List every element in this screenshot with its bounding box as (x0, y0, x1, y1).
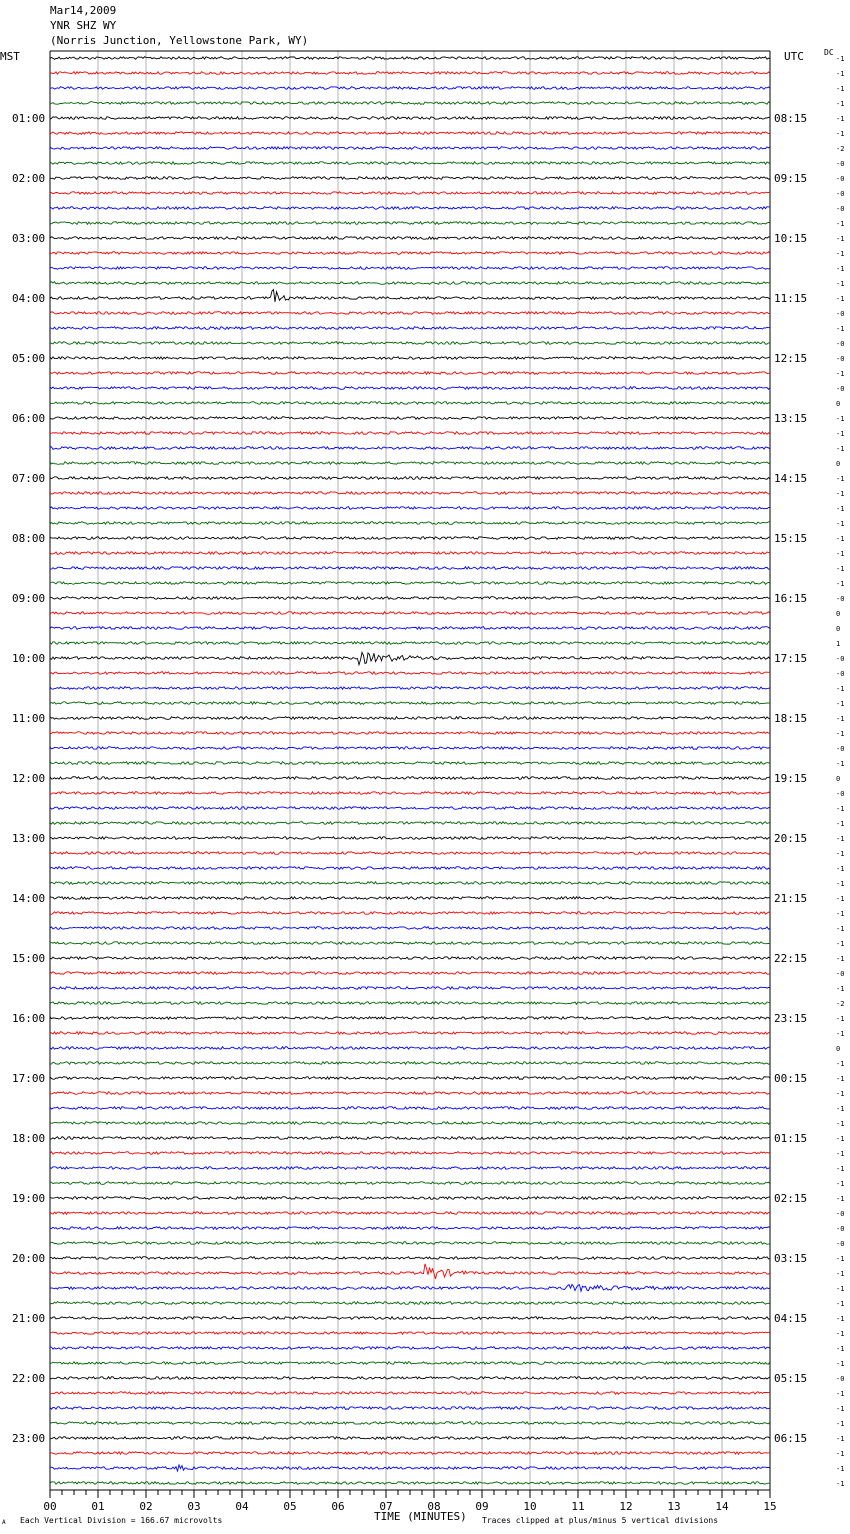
dc-offset-44: -1 (836, 715, 845, 723)
dc-offset-89: -1 (836, 1390, 845, 1398)
trace-88 (50, 1377, 770, 1380)
dc-offset-7: -0 (836, 160, 845, 168)
trace-34 (50, 567, 770, 570)
hour-label-left-16: 17:00 (12, 1072, 46, 1085)
dc-offset-13: -1 (836, 250, 845, 258)
trace-89 (50, 1392, 770, 1395)
dc-offset-23: 0 (836, 400, 841, 408)
trace-79 (50, 1242, 770, 1245)
hour-label-right-10: 18:15 (774, 712, 808, 725)
hour-label-right-6: 14:15 (774, 472, 808, 485)
dc-offset-9: -0 (836, 190, 845, 198)
dc-offset-10: -0 (836, 205, 845, 213)
x-tick-label-8: 08 (427, 1500, 441, 1513)
dc-offset-95: -1 (836, 1480, 845, 1488)
hour-label-right-13: 21:15 (774, 892, 808, 905)
dc-offset-79: -0 (836, 1240, 845, 1248)
hour-label-left-8: 09:00 (12, 592, 46, 605)
trace-2 (50, 87, 770, 90)
trace-86 (50, 1347, 770, 1350)
trace-94 (50, 1465, 770, 1471)
trace-16 (50, 290, 770, 302)
trace-51 (50, 822, 770, 825)
hour-label-left-7: 08:00 (12, 532, 46, 545)
trace-40 (50, 652, 770, 664)
x-tick-label-2: 02 (139, 1500, 153, 1513)
left-timezone-label: MST (0, 50, 20, 63)
trace-24 (50, 417, 770, 420)
trace-33 (50, 552, 770, 555)
dc-offset-0: -1 (836, 55, 845, 63)
trace-38 (50, 627, 770, 630)
trace-47 (50, 762, 770, 765)
trace-29 (50, 492, 770, 495)
trace-73 (50, 1152, 770, 1155)
hour-label-right-4: 12:15 (774, 352, 808, 365)
hour-label-right-5: 13:15 (774, 412, 808, 425)
x-tick-label-10: 10 (523, 1500, 537, 1513)
trace-4 (50, 117, 770, 120)
hour-label-left-9: 10:00 (12, 652, 46, 665)
dc-offset-31: -1 (836, 520, 845, 528)
hour-label-right-0: 08:15 (774, 112, 808, 125)
hour-label-left-21: 22:00 (12, 1372, 46, 1385)
dc-offset-72: -1 (836, 1135, 845, 1143)
trace-93 (50, 1452, 770, 1455)
trace-14 (50, 267, 770, 270)
dc-offset-78: -0 (836, 1225, 845, 1233)
dc-offset-81: -1 (836, 1270, 845, 1278)
dc-offset-82: -1 (836, 1285, 845, 1293)
x-tick-label-3: 03 (187, 1500, 201, 1513)
trace-39 (50, 642, 770, 645)
hour-label-left-12: 13:00 (12, 832, 46, 845)
dc-offset-16: -1 (836, 295, 845, 303)
trace-53 (50, 852, 770, 855)
trace-43 (50, 702, 770, 705)
trace-44 (50, 717, 770, 720)
x-tick-label-7: 07 (379, 1500, 393, 1513)
header-station: YNR SHZ WY (50, 19, 117, 32)
trace-55 (50, 882, 770, 885)
trace-15 (50, 282, 770, 285)
dc-offset-59: -1 (836, 940, 845, 948)
trace-9 (50, 192, 770, 195)
trace-23 (50, 402, 770, 405)
hour-label-left-11: 12:00 (12, 772, 46, 785)
dc-offset-36: -0 (836, 595, 845, 603)
trace-84 (50, 1317, 770, 1320)
dc-offset-68: -1 (836, 1075, 845, 1083)
dc-offset-56: -1 (836, 895, 845, 903)
dc-offset-74: -1 (836, 1165, 845, 1173)
dc-offset-14: -1 (836, 265, 845, 273)
trace-78 (50, 1227, 770, 1230)
dc-offset-22: -0 (836, 385, 845, 393)
dc-offset-12: -1 (836, 235, 845, 243)
scale-note: Each Vertical Division = 166.67 microvolts (20, 1516, 223, 1525)
hour-label-right-16: 00:15 (774, 1072, 808, 1085)
dc-offset-46: -0 (836, 745, 845, 753)
trace-5 (50, 132, 770, 135)
hour-label-right-21: 05:15 (774, 1372, 808, 1385)
trace-67 (50, 1062, 770, 1065)
dc-offset-66: 0 (836, 1045, 841, 1053)
header-date: Mar14,2009 (50, 4, 117, 17)
trace-35 (50, 582, 770, 585)
x-tick-label-5: 05 (283, 1500, 297, 1513)
trace-48 (50, 777, 770, 780)
trace-30 (50, 507, 770, 510)
hour-label-left-18: 19:00 (12, 1192, 46, 1205)
trace-1 (50, 72, 770, 75)
trace-25 (50, 432, 770, 435)
dc-offset-38: 0 (836, 625, 841, 633)
hour-label-right-18: 02:15 (774, 1192, 808, 1205)
trace-13 (50, 252, 770, 255)
hour-label-left-3: 04:00 (12, 292, 46, 305)
dc-offset-52: -1 (836, 835, 845, 843)
dc-offset-51: -1 (836, 820, 845, 828)
hour-label-left-4: 05:00 (12, 352, 46, 365)
trace-18 (50, 327, 770, 330)
dc-offset-24: -1 (836, 415, 845, 423)
trace-22 (50, 387, 770, 390)
dc-offset-47: -1 (836, 760, 845, 768)
trace-76 (50, 1197, 770, 1200)
dc-offset-55: -1 (836, 880, 845, 888)
x-tick-label-13: 13 (667, 1500, 681, 1513)
dc-offset-45: -1 (836, 730, 845, 738)
hour-label-left-5: 06:00 (12, 412, 46, 425)
hour-label-left-0: 01:00 (12, 112, 46, 125)
hour-label-left-17: 18:00 (12, 1132, 46, 1145)
trace-70 (50, 1107, 770, 1110)
dc-offset-6: -2 (836, 145, 845, 153)
hour-label-right-11: 19:15 (774, 772, 808, 785)
trace-91 (50, 1422, 770, 1425)
hour-label-right-15: 23:15 (774, 1012, 808, 1025)
trace-56 (50, 897, 770, 900)
trace-7 (50, 162, 770, 165)
trace-54 (50, 867, 770, 870)
x-tick-label-1: 01 (91, 1500, 105, 1513)
dc-offset-77: -0 (836, 1210, 845, 1218)
dc-offset-65: -1 (836, 1030, 845, 1038)
hour-label-right-12: 20:15 (774, 832, 808, 845)
dc-offset-64: -1 (836, 1015, 845, 1023)
trace-92 (50, 1437, 770, 1440)
trace-45 (50, 732, 770, 735)
dc-offset-71: -1 (836, 1120, 845, 1128)
dc-offset-90: -1 (836, 1405, 845, 1413)
dc-offset-67: -1 (836, 1060, 845, 1068)
dc-offset-75: -1 (836, 1180, 845, 1188)
trace-82 (50, 1284, 770, 1291)
trace-63 (50, 1002, 770, 1005)
dc-offset-32: -1 (836, 535, 845, 543)
dc-offset-86: -1 (836, 1345, 845, 1353)
trace-59 (50, 942, 770, 945)
dc-offset-60: -1 (836, 955, 845, 963)
dc-offset-4: -1 (836, 115, 845, 123)
trace-46 (50, 747, 770, 750)
hour-label-right-2: 10:15 (774, 232, 808, 245)
dc-offset-29: -1 (836, 490, 845, 498)
hour-label-right-20: 04:15 (774, 1312, 808, 1325)
x-tick-label-14: 14 (715, 1500, 729, 1513)
dc-offset-87: -1 (836, 1360, 845, 1368)
hour-label-left-13: 14:00 (12, 892, 46, 905)
hour-label-right-3: 11:15 (774, 292, 808, 305)
trace-32 (50, 537, 770, 540)
trace-41 (50, 672, 770, 675)
dc-offset-27: 0 (836, 460, 841, 468)
dc-offset-50: -1 (836, 805, 845, 813)
trace-77 (50, 1212, 770, 1215)
dc-offset-94: -1 (836, 1465, 845, 1473)
trace-21 (50, 372, 770, 375)
hour-label-left-15: 16:00 (12, 1012, 46, 1025)
dc-offset-33: -1 (836, 550, 845, 558)
trace-72 (50, 1137, 770, 1140)
dc-offset-35: -1 (836, 580, 845, 588)
header-location: (Norris Junction, Yellowstone Park, WY) (50, 34, 309, 47)
trace-49 (50, 792, 770, 795)
dc-offset-17: -0 (836, 310, 845, 318)
dc-offset-34: -1 (836, 565, 845, 573)
corner-mark: A (2, 1519, 6, 1526)
trace-37 (50, 612, 770, 615)
hour-label-right-8: 16:15 (774, 592, 808, 605)
trace-64 (50, 1017, 770, 1020)
dc-offset-93: -1 (836, 1450, 845, 1458)
trace-85 (50, 1332, 770, 1335)
dc-offset-43: -1 (836, 700, 845, 708)
hour-label-left-2: 03:00 (12, 232, 46, 245)
hour-label-right-7: 15:15 (774, 532, 808, 545)
trace-69 (50, 1092, 770, 1095)
trace-3 (50, 102, 770, 105)
trace-0 (50, 57, 770, 60)
hour-label-left-20: 21:00 (12, 1312, 46, 1325)
dc-offset-41: -0 (836, 670, 845, 678)
dc-offset-21: -1 (836, 370, 845, 378)
x-axis-title: TIME (MINUTES) (374, 1510, 467, 1523)
dc-offset-70: -1 (836, 1105, 845, 1113)
hour-label-right-17: 01:15 (774, 1132, 808, 1145)
trace-58 (50, 927, 770, 930)
trace-60 (50, 957, 770, 960)
dc-offset-8: -0 (836, 175, 845, 183)
dc-offset-49: -0 (836, 790, 845, 798)
dc-offset-76: -1 (836, 1195, 845, 1203)
dc-offset-18: -1 (836, 325, 845, 333)
dc-offset-48: 0 (836, 775, 841, 783)
dc-label: DC (824, 48, 834, 57)
hour-label-right-9: 17:15 (774, 652, 808, 665)
dc-offset-37: 0 (836, 610, 841, 618)
x-tick-label-6: 06 (331, 1500, 345, 1513)
trace-17 (50, 312, 770, 315)
trace-80 (50, 1257, 770, 1260)
hour-label-right-22: 06:15 (774, 1432, 808, 1445)
hour-label-left-6: 07:00 (12, 472, 46, 485)
dc-offset-3: -1 (836, 100, 845, 108)
right-timezone-label: UTC (784, 50, 804, 63)
trace-81 (50, 1264, 770, 1279)
dc-offset-19: -0 (836, 340, 845, 348)
dc-offset-40: -0 (836, 655, 845, 663)
hour-label-right-19: 03:15 (774, 1252, 808, 1265)
dc-offset-84: -1 (836, 1315, 845, 1323)
trace-83 (50, 1302, 770, 1305)
dc-offset-5: -1 (836, 130, 845, 138)
dc-offset-80: -1 (836, 1255, 845, 1263)
trace-42 (50, 687, 770, 690)
dc-offset-88: -0 (836, 1375, 845, 1383)
trace-6 (50, 147, 770, 150)
dc-offset-91: -1 (836, 1420, 845, 1428)
trace-26 (50, 447, 770, 450)
trace-8 (50, 177, 770, 180)
dc-offset-92: -1 (836, 1435, 845, 1443)
dc-offset-85: -1 (836, 1330, 845, 1338)
trace-68 (50, 1077, 770, 1080)
hour-label-right-1: 09:15 (774, 172, 808, 185)
trace-95 (50, 1482, 770, 1485)
x-tick-label-0: 00 (43, 1500, 57, 1513)
trace-75 (50, 1182, 770, 1185)
dc-offset-57: -1 (836, 910, 845, 918)
dc-offset-53: -1 (836, 850, 845, 858)
trace-11 (50, 222, 770, 225)
dc-offset-83: -1 (836, 1300, 845, 1308)
trace-31 (50, 522, 770, 525)
trace-50 (50, 807, 770, 810)
trace-20 (50, 357, 770, 360)
x-tick-label-15: 15 (763, 1500, 777, 1513)
trace-36 (50, 597, 770, 600)
trace-27 (50, 462, 770, 465)
trace-52 (50, 837, 770, 840)
hour-label-left-22: 23:00 (12, 1432, 46, 1445)
hour-label-left-1: 02:00 (12, 172, 46, 185)
clip-note: Traces clipped at plus/minus 5 vertical divisions (482, 1516, 719, 1525)
x-tick-label-4: 04 (235, 1500, 249, 1513)
dc-offset-30: -1 (836, 505, 845, 513)
hour-label-right-14: 22:15 (774, 952, 808, 965)
trace-28 (50, 477, 770, 480)
x-tick-label-9: 09 (475, 1500, 489, 1513)
hour-label-left-14: 15:00 (12, 952, 46, 965)
trace-74 (50, 1167, 770, 1170)
trace-10 (50, 207, 770, 210)
dc-offset-2: -1 (836, 85, 845, 93)
dc-offset-62: -1 (836, 985, 845, 993)
dc-offset-20: -0 (836, 355, 845, 363)
trace-61 (50, 972, 770, 975)
dc-offset-63: -2 (836, 1000, 845, 1008)
trace-57 (50, 912, 770, 915)
dc-offset-1: -1 (836, 70, 845, 78)
trace-71 (50, 1122, 770, 1125)
dc-offset-25: -1 (836, 430, 845, 438)
trace-90 (50, 1407, 770, 1410)
dc-offset-39: 1 (836, 640, 841, 648)
dc-offset-28: -1 (836, 475, 845, 483)
dc-offset-73: -1 (836, 1150, 845, 1158)
dc-offset-26: -1 (836, 445, 845, 453)
hour-label-left-19: 20:00 (12, 1252, 46, 1265)
x-tick-label-11: 11 (571, 1500, 585, 1513)
trace-87 (50, 1362, 770, 1365)
trace-62 (50, 987, 770, 990)
trace-65 (50, 1032, 770, 1035)
dc-offset-15: -1 (836, 280, 845, 288)
dc-offset-54: -1 (836, 865, 845, 873)
dc-offset-11: -1 (836, 220, 845, 228)
hour-label-left-10: 11:00 (12, 712, 46, 725)
dc-offset-61: -0 (836, 970, 845, 978)
x-tick-label-12: 12 (619, 1500, 633, 1513)
dc-offset-58: -1 (836, 925, 845, 933)
dc-offset-42: -1 (836, 685, 845, 693)
trace-19 (50, 342, 770, 345)
trace-12 (50, 237, 770, 240)
trace-66 (50, 1047, 770, 1050)
dc-offset-69: -1 (836, 1090, 845, 1098)
